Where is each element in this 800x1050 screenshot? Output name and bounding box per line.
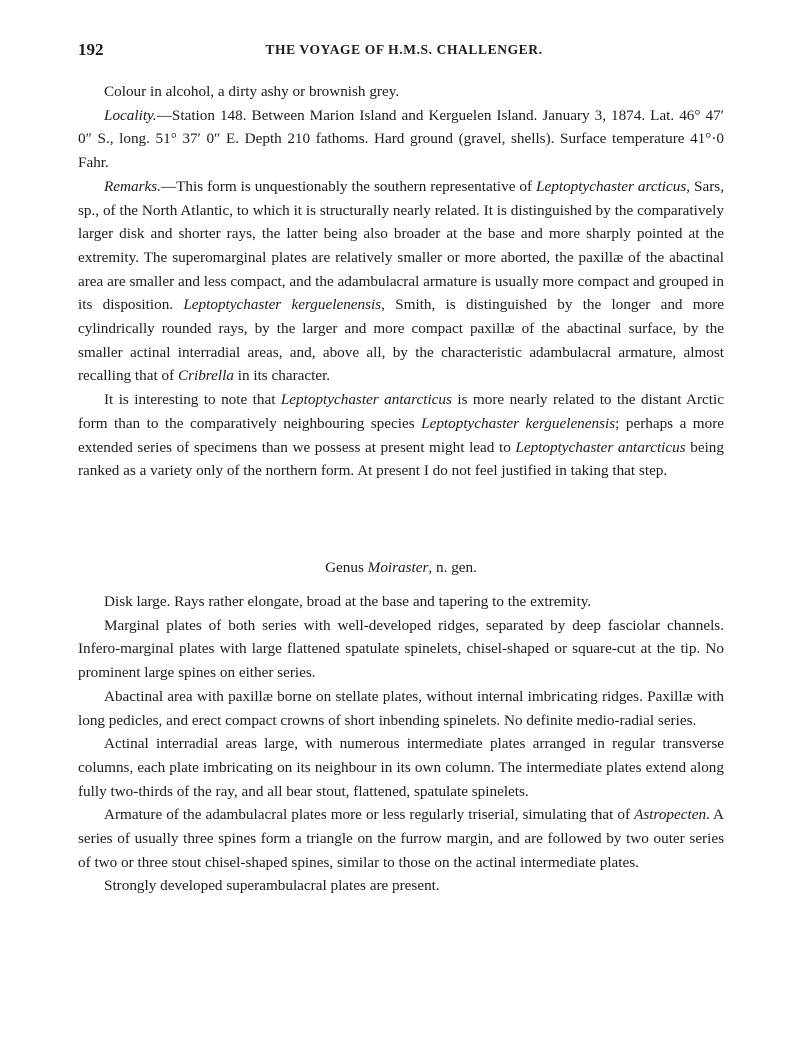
remarks-label: Remarks. bbox=[104, 177, 161, 195]
running-title: THE VOYAGE OF H.M.S. CHALLENGER. bbox=[265, 42, 543, 57]
genus-description-block bbox=[78, 590, 724, 898]
locality-paragraph bbox=[78, 104, 724, 175]
interesting-text-2: is more nearly related to the distant Arctic form than to the comparatively neighbouring species bbox=[78, 391, 724, 432]
species-name-kerguelenensis: Leptoptychaster kerguelenensis bbox=[183, 296, 382, 314]
abactinal-paragraph: Abactinal area with paxillæ borne on stellate plates, without internal imbricating ridges. Paxillæ with long pedicles, and erect compact crowns of short inbending spinelets. No definite medio-radial series. bbox=[78, 687, 724, 729]
genus-heading bbox=[78, 557, 724, 579]
interesting-text-3: ; perhaps a more extended series of specimens than we possess at present might lead to bbox=[78, 414, 724, 456]
genus-prefix: Genus bbox=[325, 559, 368, 576]
interesting-text-1: It is interesting to note that bbox=[104, 391, 281, 409]
remarks-text-4: in its character. bbox=[233, 367, 331, 385]
species-name-kerguelenensis-2: Leptoptychaster kerguelenensis bbox=[421, 414, 616, 432]
locality-label: Locality. bbox=[104, 106, 157, 124]
species-name-arcticus: Leptoptychaster arcticus bbox=[536, 177, 687, 195]
actinal-paragraph: Actinal interradial areas large, with numerous intermediate plates arranged in regular transverse columns, each plate imbricating on its neighbour in its own column. The intermediate plates extend along fully two-thirds of the ray, and all bear stout, flattened, spatulate spinelets. bbox=[78, 735, 724, 800]
page-header bbox=[78, 40, 730, 64]
armature-text-2: . A series of usually three spines form a triangle on the furrow margin, and are followed by two outer series of two or three stout chisel-shaped spines, similar to those on the actinal intermediate plates. bbox=[78, 806, 724, 871]
genus-name-cribrella: Cribrella bbox=[177, 367, 234, 385]
locality-text: —Station 148. Between Marion Island and Kerguelen Island. January 3, 1874. Lat. 46° 47′ 0″ S., long. 51° 37′ 0″ E. Depth 210 fathoms. Hard ground (gravel, shells). Surface temperature 41°·0 Fahr. bbox=[78, 106, 724, 172]
page-number: 192 bbox=[78, 40, 104, 59]
remarks-text-1: —This form is unquestionably the southern representative of bbox=[160, 177, 537, 195]
colour-paragraph: Colour in alcohol, a dirty ashy or brownish grey. bbox=[104, 83, 400, 100]
marginal-paragraph: Marginal plates of both series with well-developed ridges, separated by deep fasciolar channels. Infero-marginal plates with large flattened spatulate spinelets, chisel-shaped or square-cut at the tip. No prominent large spines on either series. bbox=[78, 616, 724, 682]
genus-suffix: , n. gen. bbox=[428, 559, 477, 576]
species-description-block bbox=[78, 80, 724, 483]
remarks-text-3: , Smith, is distinguished by the longer and more cylindrically rounded rays, by the larger and more compact paxillæ of the abactinal surface, by the smaller actinal interradial areas, and, above all, by the characteristic adambulacral armature, almost recalling that of bbox=[78, 296, 724, 385]
superambulacral-paragraph: Strongly developed superambulacral plates are present. bbox=[104, 877, 440, 895]
species-name-antarcticus: Leptoptychaster antarcticus bbox=[280, 391, 452, 409]
species-name-antarcticus-2: Leptoptychaster antarcticus bbox=[515, 438, 686, 456]
remarks-text-2: , Sars, sp., of the North Atlantic, to which it is structurally nearly related. It is distinguished by the comparatively larger disk and shorter rays, the latter being also broader at the base and more sharply pointed at the extremity. The superomarginal plates are relatively smaller or more aborted, the paxillæ of the abactinal area are smaller and less compact, and the adambulacral armature is usually more compact and grouped in its disposition. bbox=[78, 177, 724, 314]
remarks-paragraph bbox=[78, 175, 724, 388]
genus-name-astropecten: Astropecten bbox=[634, 806, 707, 824]
genus-name: Moiraster bbox=[367, 559, 429, 576]
interesting-paragraph bbox=[78, 388, 724, 483]
armature-paragraph bbox=[78, 803, 724, 874]
interesting-text-4: being ranked as a variety only of the northern form. At present I do not feel justified in taking that step. bbox=[78, 438, 724, 480]
armature-text-1: Armature of the adambulacral plates more or less regularly triserial, simulating that of bbox=[104, 806, 635, 824]
disk-paragraph: Disk large. Rays rather elongate, broad at the base and tapering to the extremity. bbox=[104, 593, 592, 610]
